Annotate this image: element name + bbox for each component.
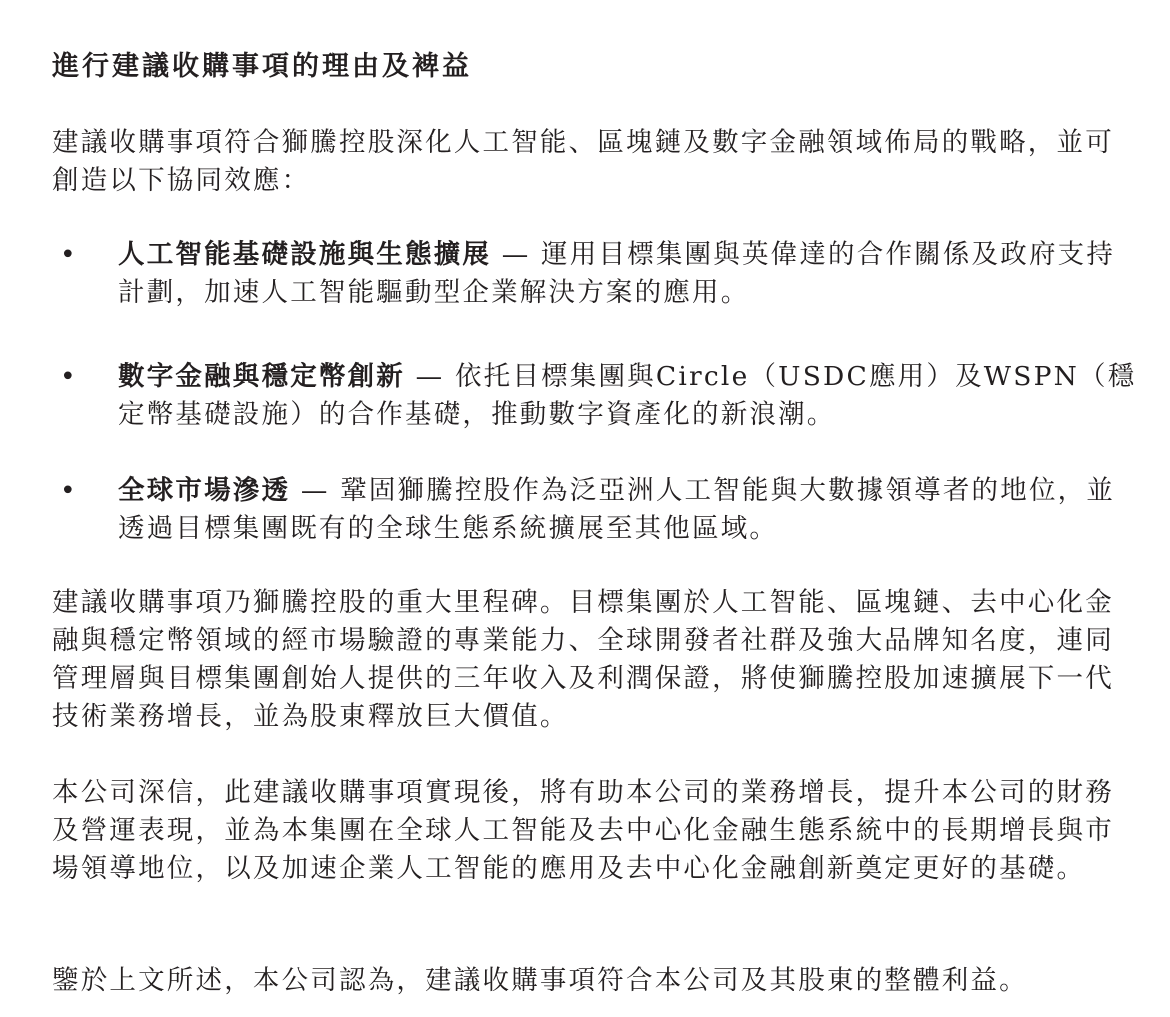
bullet-body <box>118 358 1142 434</box>
bullet-item-digital-finance <box>52 358 1142 434</box>
intro-paragraph: 建議收購事項符合獅騰控股深化人工智能、區塊鏈及數字金融領域佈局的戰略，並可創造以下協同效應： <box>52 127 1114 196</box>
bullet-body <box>118 472 1142 548</box>
bullet-title: 全球市場滲透 <box>118 475 291 506</box>
bullet-text: — 運用目標集團與英偉達的合作關係及政府支持計劃，加速人工智能驅動型企業解決方案的應用。 <box>118 239 1116 308</box>
bullet-title: 數字金融與穩定幣創新 <box>118 361 405 392</box>
bullet-icon: • <box>60 361 78 392</box>
milestone-paragraph: 建議收購事項乃獅騰控股的重大里程碑。目標集團於人工智能、區塊鏈、去中心化金融與穩定幣領域的經市場驗證的專業能力、全球開發者社群及強大品牌知名度，連同管理層與目標集團創始人提供的三年收入及利潤保證，將使獅騰控股加速擴展下一代技術業務增長，並為股東釋放巨大價值。 <box>52 587 1114 732</box>
bullet-item-ai-infrastructure <box>52 236 1142 312</box>
bullet-body <box>118 236 1142 312</box>
conclusion-paragraph: 鑒於上文所述，本公司認為，建議收購事項符合本公司及其股東的整體利益。 <box>52 965 1028 996</box>
bullet-text: — 依托目標集團與Circle（USDC應用）及WSPN（穩定幣基礎設施）的合作基礎，推動數字資產化的新浪潮。 <box>118 361 1137 430</box>
bullet-title: 人工智能基礎設施與生態擴展 <box>118 239 492 270</box>
section-heading: 進行建議收購事項的理由及裨益 <box>52 51 472 82</box>
bullet-text: — 鞏固獅騰控股作為泛亞洲人工智能與大數據領導者的地位，並透過目標集團既有的全球生態系統擴展至其他區域。 <box>118 475 1116 544</box>
bullet-icon: • <box>60 475 78 506</box>
company-belief-paragraph: 本公司深信，此建議收購事項實現後，將有助本公司的業務增長，提升本公司的財務及營運表現，並為本集團在全球人工智能及去中心化金融生態系統中的長期增長與市場領導地位，以及加速企業人工智能的應用及去中心化金融創新奠定更好的基礎。 <box>52 777 1114 884</box>
bullet-item-global-market <box>52 472 1142 548</box>
bullet-icon: • <box>60 239 78 270</box>
